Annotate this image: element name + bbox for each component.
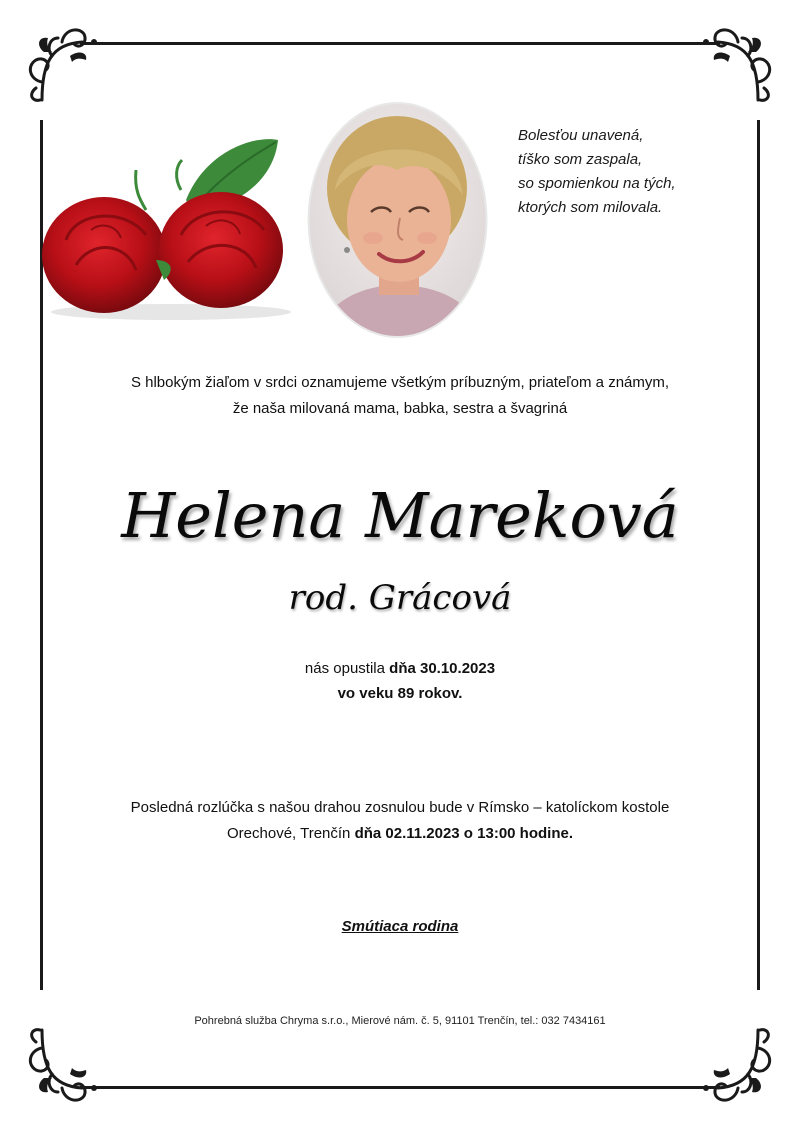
corner-flourish-icon [698, 1028, 778, 1108]
death-info [60, 656, 740, 706]
corner-flourish-icon [22, 22, 102, 102]
frame-top-border [80, 42, 720, 45]
poem-verse [518, 124, 748, 220]
death-prefix: nás opustila [304, 660, 390, 677]
funeral-info [60, 795, 740, 847]
poem-line: ktorých som milovala. [518, 199, 663, 216]
deceased-name: Helena Mareková [121, 479, 679, 552]
funeral-datetime: dňa 02.11.2023 o 13:00 hodine. [354, 825, 573, 842]
corner-flourish-icon [698, 22, 778, 102]
death-age: vo veku 89 rokov. [337, 685, 463, 702]
funeral-service-footer: Pohrebná služba Chryma s.r.o., Mierové nám. č. 5, 91101 Trenčín, tel.: 032 7434161 [194, 1015, 606, 1027]
family-signature: Smútiaca rodina [341, 918, 459, 935]
poem-line: so spomienkou na tých, [518, 175, 676, 192]
announcement-intro [60, 370, 740, 422]
funeral-place: Orechové, Trenčín [227, 825, 355, 842]
intro-line: že naša milovaná mama, babka, sestra a švagriná [232, 400, 568, 417]
red-roses-image [36, 130, 306, 330]
poem-line: Bolesťou unavená, [518, 127, 644, 144]
death-date: dňa 30.10.2023 [389, 660, 496, 677]
intro-line: S hlbokým žiaľom v srdci oznamujeme všetkým príbuzným, priateľom a známym, [130, 374, 670, 391]
corner-flourish-icon [22, 1028, 102, 1108]
frame-bottom-border [80, 1086, 720, 1089]
funeral-line: Posledná rozlúčka s našou drahou zosnulou bude v Rímsko – katolíckom kostole [130, 799, 670, 816]
frame-right-border [757, 120, 760, 990]
portrait-photo [305, 100, 490, 340]
maiden-name: rod. Grácová [288, 578, 512, 618]
poem-line: tíško som zaspala, [518, 151, 643, 168]
